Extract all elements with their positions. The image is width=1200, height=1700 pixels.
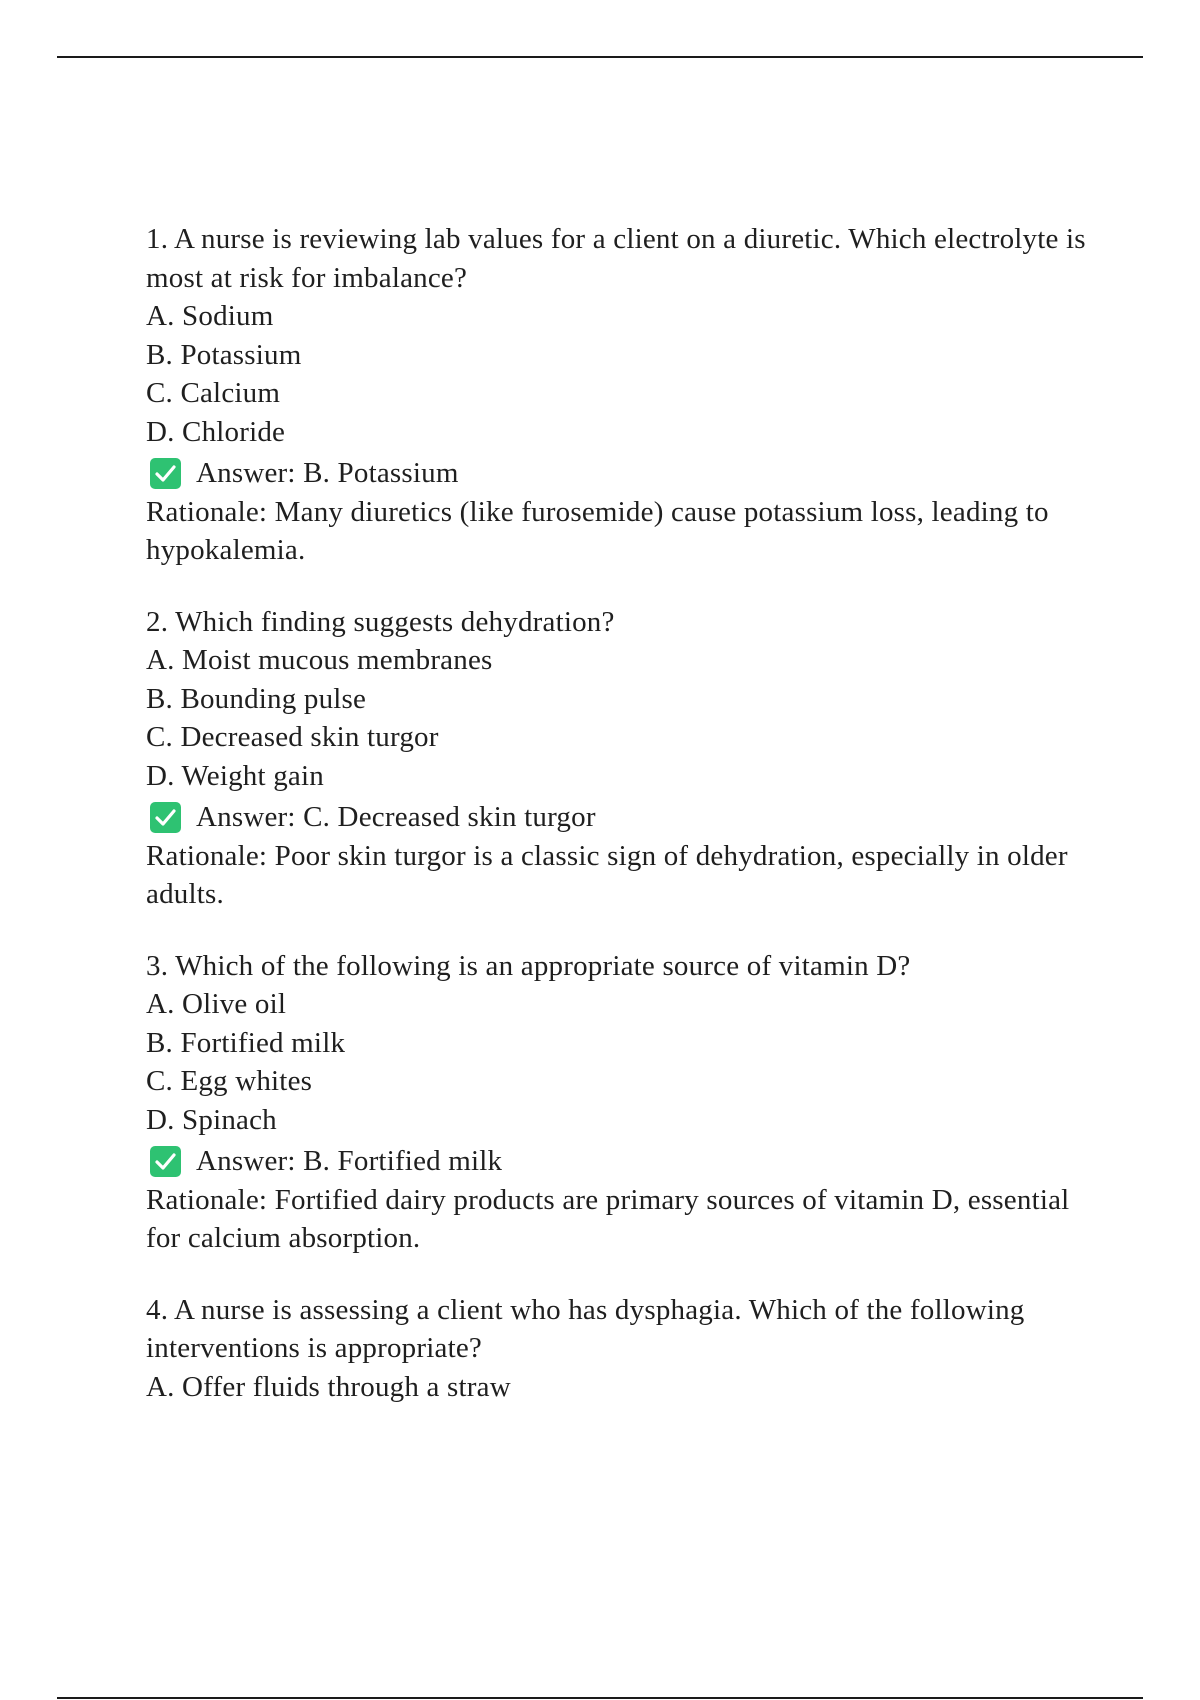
check-mark-icon	[150, 458, 181, 489]
option-c: C. Calcium	[146, 377, 281, 409]
option-b: B. Potassium	[146, 338, 302, 371]
question-2	[146, 603, 1086, 914]
option-c: C. Egg whites	[146, 1065, 313, 1097]
question-text: 1. A nurse is reviewing lab values for a client on a diuretic. Which electrolyte is most at risk for imbalance?	[146, 223, 1086, 294]
rationale-text: Rationale: Poor skin turgor is a classic sign of dehydration, especially in older adults.	[146, 839, 1068, 910]
bottom-divider	[57, 1697, 1143, 1699]
rationale-text: Rationale: Many diuretics (like furosemide) cause potassium loss, leading to hypokalemia.	[146, 495, 1049, 566]
question-4	[146, 1291, 1086, 1407]
question-text: 4. A nurse is assessing a client who has dysphagia. Which of the following interventions is appropriate?	[146, 1293, 1025, 1364]
rationale-text: Rationale: Fortified dairy products are primary sources of vitamin D, essential for calcium absorption.	[146, 1183, 1070, 1254]
check-mark-icon	[150, 1146, 181, 1177]
option-a: A. Sodium	[146, 300, 274, 332]
check-mark-icon	[150, 802, 181, 833]
option-b: B. Bounding pulse	[146, 682, 367, 715]
answer-text: Answer: B. Potassium	[196, 457, 459, 489]
option-d: D. Weight gain	[146, 759, 324, 792]
top-divider	[57, 56, 1143, 58]
question-text: 2. Which finding suggests dehydration?	[146, 605, 615, 638]
answer-line	[146, 798, 1086, 837]
option-b: B. Fortified milk	[146, 1026, 346, 1059]
question-text: 3. Which of the following is an appropriate source of vitamin D?	[146, 949, 911, 982]
option-a: A. Offer fluids through a straw	[146, 1370, 511, 1403]
question-3	[146, 947, 1086, 1258]
answer-line	[146, 1142, 1086, 1181]
document-body	[146, 220, 1086, 1439]
question-1	[146, 220, 1086, 570]
option-d: D. Spinach	[146, 1103, 277, 1136]
option-d: D. Chloride	[146, 415, 286, 448]
answer-line	[146, 454, 1086, 493]
answer-text: Answer: B. Fortified milk	[196, 1145, 503, 1177]
answer-text: Answer: C. Decreased skin turgor	[196, 801, 596, 833]
option-a: A. Moist mucous membranes	[146, 644, 493, 676]
option-a: A. Olive oil	[146, 988, 287, 1020]
option-c: C. Decreased skin turgor	[146, 721, 439, 753]
